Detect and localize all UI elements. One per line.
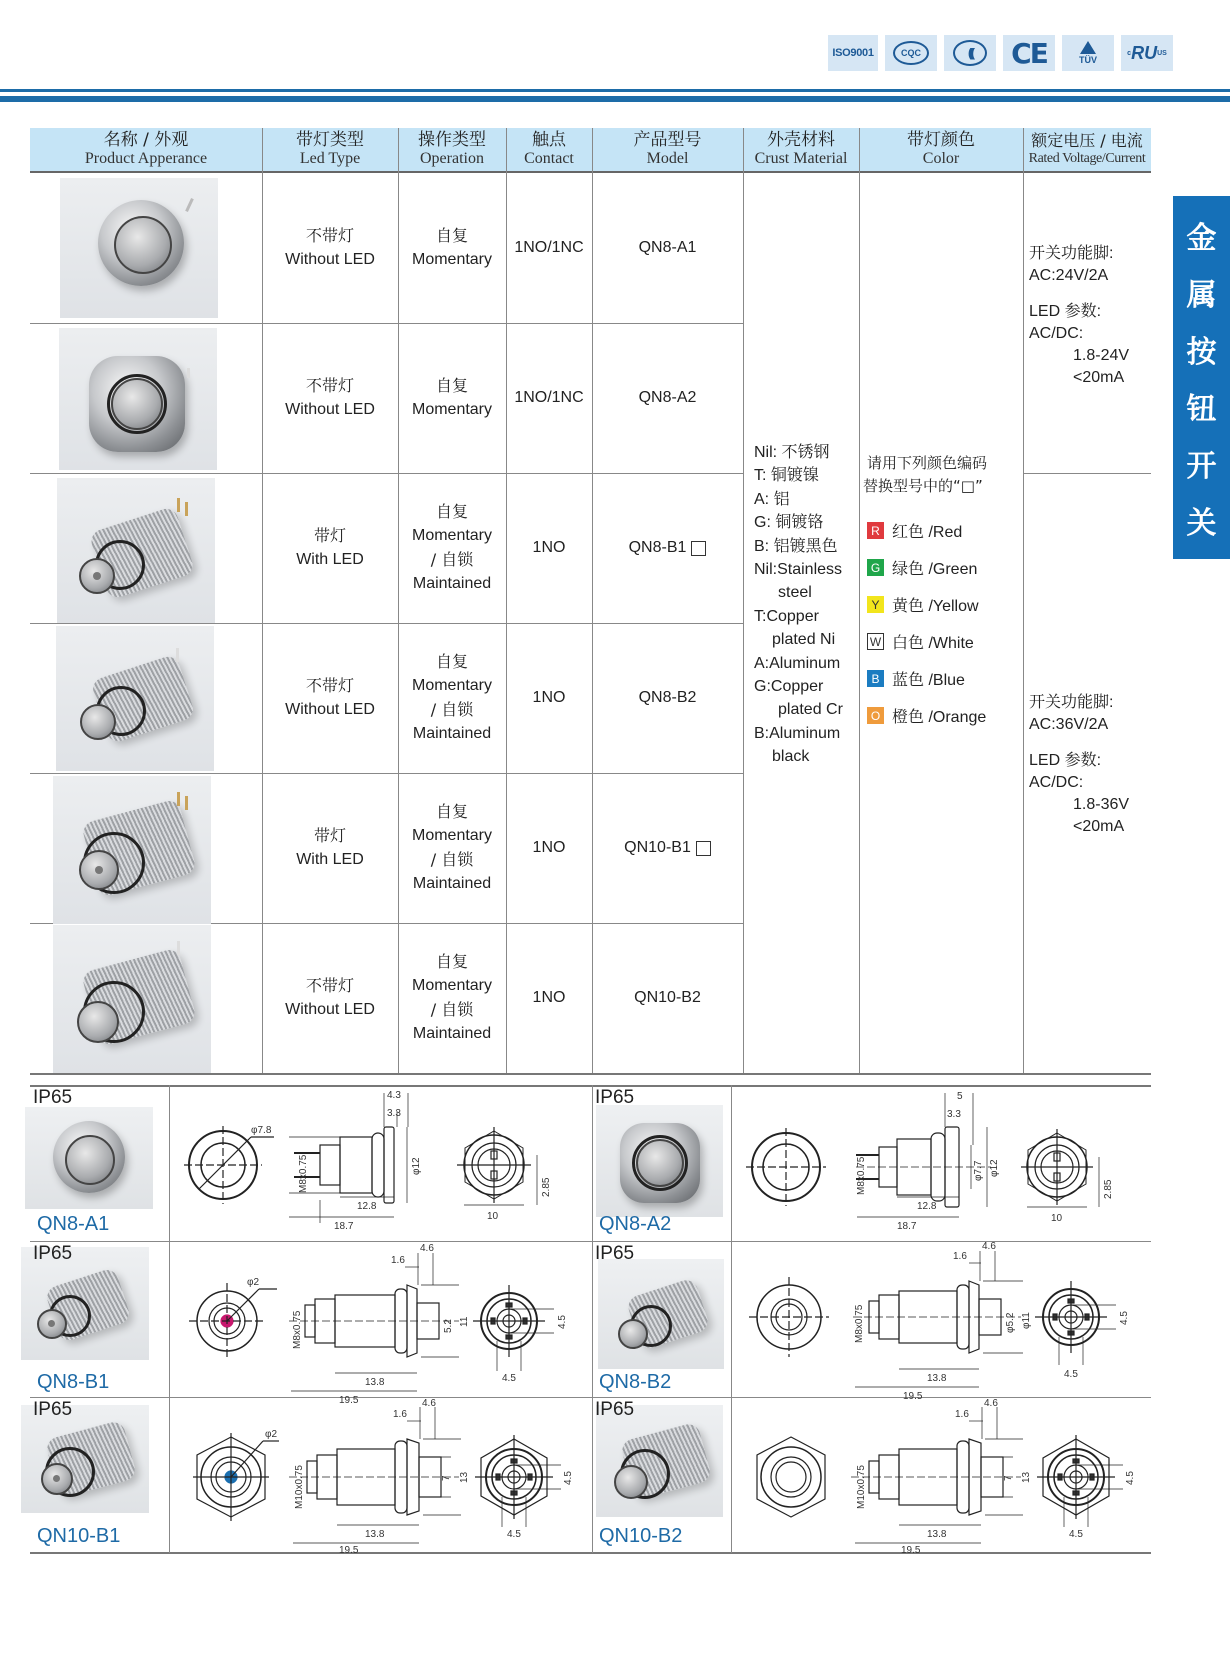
- red-swatch-icon: R: [867, 522, 884, 539]
- drawing-model-label: QN10-B2: [599, 1525, 683, 1547]
- led-type-en: Without LED: [285, 251, 375, 268]
- ul-logo: [1121, 35, 1173, 71]
- dim-total: 19.5: [903, 1391, 923, 1402]
- color-option-blue: [863, 660, 987, 697]
- dimension-drawing-qn8-b1: [169, 1241, 592, 1406]
- color-option-red: [863, 512, 987, 549]
- led-type-en: Without LED: [285, 1001, 375, 1018]
- ccc-label: ((((: [953, 40, 987, 66]
- dim-pin: 4.5: [557, 1315, 568, 1329]
- material-line: B:Aluminum: [754, 724, 841, 742]
- contact-value: 1NO: [532, 689, 566, 706]
- dim-thread: M10x0.75: [294, 1465, 305, 1509]
- led-type-en: Without LED: [285, 401, 375, 418]
- operation-en-alt: Maintained: [412, 875, 492, 892]
- led-type-zh: 不带灯: [305, 676, 354, 695]
- dim-total: 18.7: [334, 1221, 354, 1232]
- thumb-photo: [25, 1107, 153, 1209]
- thumb-photo: [596, 1405, 723, 1517]
- led-type: AC/DC:: [1029, 325, 1084, 342]
- ip-rating: IP65: [33, 1087, 73, 1108]
- color-label: 白色 /White: [892, 635, 974, 652]
- dim-body: 12.8: [917, 1201, 937, 1212]
- material-line: T: 铜镀镍: [754, 467, 819, 485]
- dim-flange: 1.6: [391, 1255, 405, 1266]
- col-divider: [743, 128, 744, 1074]
- blue-swatch-icon: B: [867, 670, 884, 687]
- dim-inner-dia: 7: [441, 1475, 452, 1481]
- operation-zh: 自复: [435, 802, 468, 821]
- header-zh: 外壳材料: [767, 130, 835, 150]
- product-photo-qn8-b1: [57, 478, 215, 623]
- material-line: steel: [778, 584, 812, 602]
- led-type-zh: 不带灯: [305, 976, 354, 995]
- side-tab-char: 钮: [1186, 392, 1217, 427]
- dim-nut: 4.5: [502, 1373, 516, 1384]
- material-line: A:Aluminum: [754, 654, 841, 672]
- header-rule-thick: [0, 96, 1230, 102]
- material-line: G:Copper: [754, 678, 824, 696]
- row-3-led-type: [262, 623, 398, 773]
- dim-inner-dia: φ7.7: [973, 1160, 984, 1181]
- row-4-operation: [398, 773, 506, 923]
- dimension-drawing-qn8-a2: [731, 1085, 1151, 1241]
- color-label: 蓝色 /Blue: [892, 672, 965, 689]
- material-line: G: 铜镀铬: [754, 514, 824, 532]
- product-photo-qn8-a1: [60, 178, 218, 318]
- model-value: QN8-B1: [628, 539, 687, 556]
- ul-prefix: c: [1127, 49, 1132, 57]
- header-rule-thin: [0, 89, 1230, 92]
- dim-thread: M8x0.75: [292, 1310, 303, 1349]
- dim-nut: 4.5: [507, 1529, 521, 1540]
- led-type-zh: 不带灯: [305, 226, 354, 245]
- drawing-card-qn8-b2: [592, 1241, 731, 1397]
- dim-dia: φ11: [1021, 1312, 1032, 1329]
- led-type-en: With LED: [296, 851, 364, 868]
- led-current: <20mA: [1073, 818, 1125, 835]
- drawing-model-label: QN8-A1: [37, 1213, 110, 1235]
- side-tab-char: 关: [1186, 506, 1217, 541]
- dim-inner-dia: 5.2: [443, 1319, 454, 1333]
- color-option-white: [863, 623, 987, 660]
- row-3-contact: [506, 623, 592, 773]
- dim-nut: 10: [1051, 1213, 1063, 1224]
- led-type: AC/DC:: [1029, 774, 1084, 791]
- dim-nut: 4.5: [1064, 1369, 1078, 1380]
- switch-value: AC:36V/2A: [1029, 716, 1109, 733]
- dim-nut: 10: [487, 1211, 499, 1222]
- color-label: 红色 /Red: [892, 524, 963, 541]
- dim-pin: 4.5: [1125, 1471, 1136, 1485]
- ul-label: RU: [1131, 42, 1158, 63]
- color-code-placeholder-icon: [691, 541, 706, 556]
- operation-zh: 自复: [435, 376, 468, 395]
- dimension-drawings: [30, 1085, 1151, 1556]
- dim-flange: 3.3: [387, 1108, 401, 1119]
- operation-zh: 自复: [435, 226, 468, 245]
- drawing-model-label: QN10-B1: [37, 1525, 121, 1547]
- row-2-contact: [506, 473, 592, 623]
- header-zh: 产品型号: [633, 130, 702, 150]
- dim-total: 19.5: [901, 1545, 921, 1556]
- dim-dia: 13: [459, 1471, 470, 1483]
- operation-zh-alt: / 自锁: [430, 1000, 474, 1019]
- iso9001-logo: [828, 35, 878, 71]
- header-en: Product Apperance: [84, 150, 208, 167]
- dim-dia: φ12: [411, 1157, 422, 1175]
- dim-total: 19.5: [339, 1545, 359, 1556]
- header-en: Crust Material: [754, 150, 848, 167]
- header-zh: 带灯颜色: [907, 130, 975, 150]
- dim-head: 4.3: [387, 1090, 401, 1101]
- dim-pin: 4.5: [563, 1471, 574, 1485]
- dim-dia: 13: [1021, 1471, 1032, 1483]
- dim-total: 19.5: [339, 1395, 359, 1406]
- operation-zh: 自复: [435, 502, 468, 521]
- operation-en-alt: Maintained: [412, 1025, 492, 1042]
- product-photo-qn8-a2: [59, 328, 217, 470]
- row-4-model: [592, 773, 743, 923]
- cqc-label: CQC: [893, 41, 929, 65]
- dim-dia: φ12: [989, 1159, 1000, 1177]
- row-1-model: [592, 323, 743, 473]
- header-led-type: [262, 128, 398, 173]
- led-type-zh: 带灯: [313, 826, 346, 845]
- model-value: QN8-A1: [638, 239, 697, 256]
- row-2-led-type: [262, 473, 398, 623]
- green-swatch-icon: G: [867, 559, 884, 576]
- dim-body: 13.8: [365, 1529, 385, 1540]
- category-side-tab: [1173, 196, 1230, 559]
- dim-flange: 1.6: [393, 1409, 407, 1420]
- table-bottom-rule: [30, 1073, 1151, 1075]
- dim-body: 13.8: [927, 1529, 947, 1540]
- operation-en: Momentary: [411, 401, 493, 418]
- row-5-led-type: [262, 923, 398, 1073]
- dim-flange: 3.3: [947, 1109, 961, 1120]
- dim-head: 4.6: [420, 1243, 434, 1254]
- row-5-operation: [398, 923, 506, 1073]
- side-tab-char: 开: [1186, 449, 1217, 484]
- switch-label: 开关功能脚:: [1029, 694, 1114, 711]
- operation-en: Momentary: [411, 827, 493, 844]
- thumb-photo: [596, 1105, 723, 1217]
- model-value: QN10-B1: [624, 839, 691, 856]
- dimension-drawing-qn10-b1: [169, 1397, 592, 1556]
- header-rated: [1023, 128, 1151, 173]
- material-line: Nil:Stainless: [754, 561, 843, 579]
- operation-en-alt: Maintained: [412, 725, 492, 742]
- header-zh: 额定电压 / 电流: [1031, 131, 1143, 150]
- operation-en-alt: Maintained: [412, 575, 492, 592]
- header-en: Operation: [420, 150, 484, 167]
- dimension-drawing-qn8-a1: [169, 1085, 592, 1241]
- orange-swatch-icon: O: [867, 707, 884, 724]
- thumb-photo: [598, 1259, 724, 1369]
- material-line: B: 铝镀黑色: [754, 537, 838, 555]
- row-0-led-type: [262, 173, 398, 323]
- contact-value: 1NO/1NC: [514, 389, 584, 406]
- white-swatch-icon: W: [867, 633, 884, 650]
- dim-thread: M8x0.75: [298, 1154, 309, 1193]
- certification-logos: [828, 35, 1173, 71]
- drawing-model-label: QN8-A2: [599, 1213, 672, 1235]
- iso9001-label: ISO9001: [832, 47, 874, 59]
- rated-spec-a: [1029, 243, 1129, 389]
- dim-thread: M10x0.75: [856, 1465, 867, 1509]
- row-3-operation: [398, 623, 506, 773]
- crust-material-list: [754, 441, 843, 769]
- row-divider-rated: [1023, 473, 1151, 474]
- header-en: Model: [646, 150, 689, 167]
- color-intro-line1: 请用下列颜色编码: [867, 454, 988, 472]
- dim-thread: M8x0.75: [854, 1304, 865, 1343]
- material-line: Nil: 不锈钢: [754, 444, 830, 461]
- dim-head: 4.6: [982, 1241, 996, 1252]
- drawing-card-qn8-a2: [592, 1085, 731, 1241]
- material-line: plated Cr: [778, 701, 843, 719]
- header-en: Led Type: [299, 150, 361, 167]
- product-photo-qn10-b2: [53, 925, 211, 1073]
- operation-zh: 自复: [435, 652, 468, 671]
- model-value: QN8-B2: [638, 689, 697, 706]
- drawing-card-qn10-b2: [592, 1397, 731, 1553]
- contact-value: 1NO: [532, 989, 566, 1006]
- material-line: black: [772, 748, 810, 766]
- contact-value: 1NO: [532, 539, 566, 556]
- dim-head: 5: [957, 1091, 963, 1102]
- switch-label: 开关功能脚:: [1029, 245, 1114, 262]
- tuv-triangle-icon: [1080, 41, 1096, 54]
- row-1-contact: [506, 323, 592, 473]
- ce-logo: [1003, 35, 1055, 71]
- led-type-zh: 带灯: [313, 526, 346, 545]
- row-1-operation: [398, 323, 506, 473]
- header-product-appearance: [30, 128, 262, 173]
- header-contact: [506, 128, 592, 173]
- ip-rating: IP65: [33, 1399, 73, 1420]
- color-label: 橙色 /Orange: [892, 709, 987, 726]
- color-intro-line2: 替换型号中的“□”: [863, 477, 983, 495]
- ip-rating: IP65: [595, 1399, 635, 1420]
- tuv-logo: [1062, 35, 1114, 71]
- header-en: Contact: [524, 150, 574, 167]
- dim-head: 4.6: [422, 1398, 436, 1409]
- dim-body: 12.8: [357, 1201, 377, 1212]
- dim-thread: M8x0.75: [856, 1156, 867, 1195]
- row-4-contact: [506, 773, 592, 923]
- led-label: LED 参数:: [1029, 752, 1102, 769]
- row-1-led-type: [262, 323, 398, 473]
- dim-dia: 11: [459, 1316, 470, 1327]
- color-label: 绿色 /Green: [892, 561, 978, 578]
- operation-en: Momentary: [411, 527, 493, 544]
- material-line: plated Ni: [772, 631, 836, 649]
- dim-inner-dia: φ5.2: [1005, 1312, 1016, 1333]
- operation-zh: 自复: [435, 952, 468, 971]
- contact-value: 1NO: [532, 839, 566, 856]
- tuv-label: TÜV: [1079, 55, 1097, 65]
- led-type-en: Without LED: [285, 701, 375, 718]
- row-0-model: [592, 173, 743, 323]
- color-option-orange: [863, 697, 987, 734]
- side-tab-char: 属: [1186, 278, 1217, 313]
- row-5-model: [592, 923, 743, 1073]
- color-options: [863, 452, 987, 734]
- model-value: QN8-A2: [638, 389, 697, 406]
- ul-suffix: US: [1157, 49, 1167, 57]
- operation-zh-alt: / 自锁: [430, 700, 474, 719]
- row-2-model: [592, 473, 743, 623]
- ce-label: CE: [1011, 36, 1047, 70]
- dim-pin: 4.5: [1119, 1311, 1130, 1325]
- ccc-logo: [944, 35, 996, 71]
- drawing-card-qn8-a1: [30, 1085, 169, 1241]
- drawing-card-qn10-b1: [30, 1397, 169, 1553]
- row-4-led-type: [262, 773, 398, 923]
- product-photo-qn8-b2: [56, 626, 214, 771]
- ip-rating: IP65: [595, 1243, 635, 1264]
- header-zh: 操作类型: [418, 130, 486, 150]
- operation-en: Momentary: [411, 977, 493, 994]
- row-0-contact: [506, 173, 592, 323]
- dim-head: 4.6: [984, 1398, 998, 1409]
- cqc-logo: [885, 35, 937, 71]
- drawing-model-label: QN8-B2: [599, 1371, 672, 1393]
- operation-zh-alt: / 自锁: [430, 850, 474, 869]
- ip-rating: IP65: [33, 1243, 73, 1264]
- dim-body: 13.8: [365, 1377, 385, 1388]
- dim-flange: 1.6: [953, 1251, 967, 1262]
- dim-face-dia: φ2: [265, 1429, 278, 1440]
- color-option-yellow: [863, 586, 987, 623]
- led-label: LED 参数:: [1029, 303, 1102, 320]
- header-en: Rated Voltage/Current: [1028, 151, 1146, 166]
- header-en: Color: [922, 150, 960, 167]
- header-model: [592, 128, 743, 173]
- ip-rating: IP65: [595, 1087, 635, 1108]
- rated-spec-b: [1029, 692, 1129, 838]
- led-type-en: With LED: [296, 551, 364, 568]
- dim-body: 13.8: [927, 1373, 947, 1384]
- dim-pin: 2.85: [541, 1177, 552, 1197]
- operation-en: Momentary: [411, 677, 493, 694]
- operation-en: Momentary: [411, 251, 493, 268]
- header-zh: 带灯类型: [296, 130, 364, 150]
- row-5-contact: [506, 923, 592, 1073]
- yellow-swatch-icon: Y: [867, 596, 884, 613]
- drawing-model-label: QN8-B1: [37, 1371, 110, 1393]
- color-label: 黄色 /Yellow: [892, 598, 979, 615]
- operation-zh-alt: / 自锁: [430, 550, 474, 569]
- color-code-placeholder-icon: [696, 841, 711, 856]
- row-3-model: [592, 623, 743, 773]
- header-crust-material: [743, 128, 859, 173]
- dim-pin: 2.85: [1103, 1179, 1114, 1199]
- drawing-card-qn8-b1: [30, 1241, 169, 1397]
- side-tab-char: 按: [1186, 335, 1217, 370]
- dim-flange: 1.6: [955, 1409, 969, 1420]
- led-type-zh: 不带灯: [305, 376, 354, 395]
- header-operation: [398, 128, 506, 173]
- dimension-drawing-qn8-b2: [731, 1241, 1151, 1402]
- row-2-operation: [398, 473, 506, 623]
- dimension-drawing-qn10-b2: [731, 1397, 1151, 1556]
- color-option-green: [863, 549, 987, 586]
- dim-total: 18.7: [897, 1221, 917, 1232]
- col-divider: [859, 128, 860, 1074]
- header-color: [859, 128, 1023, 173]
- thumb-photo: [21, 1405, 149, 1513]
- col-divider: [1023, 128, 1024, 1074]
- contact-value: 1NO/1NC: [514, 239, 584, 256]
- led-voltage: 1.8-36V: [1073, 796, 1130, 813]
- product-photo-qn10-b1: [53, 776, 211, 924]
- side-tab-char: 金: [1186, 221, 1217, 256]
- row-0-operation: [398, 173, 506, 323]
- dim-face-dia: φ7.8: [251, 1125, 272, 1136]
- led-current: <20mA: [1073, 369, 1125, 386]
- dim-nut: 4.5: [1069, 1529, 1083, 1540]
- material-line: A: 铝: [754, 490, 790, 508]
- switch-value: AC:24V/2A: [1029, 267, 1109, 284]
- header-zh: 触点: [532, 130, 566, 150]
- dim-inner-dia: 7: [1003, 1475, 1014, 1481]
- dim-face-dia: φ2: [247, 1277, 260, 1288]
- model-value: QN10-B2: [634, 989, 701, 1006]
- header-zh: 名称 / 外观: [103, 130, 189, 150]
- material-line: T:Copper: [754, 607, 819, 625]
- led-voltage: 1.8-24V: [1073, 347, 1130, 364]
